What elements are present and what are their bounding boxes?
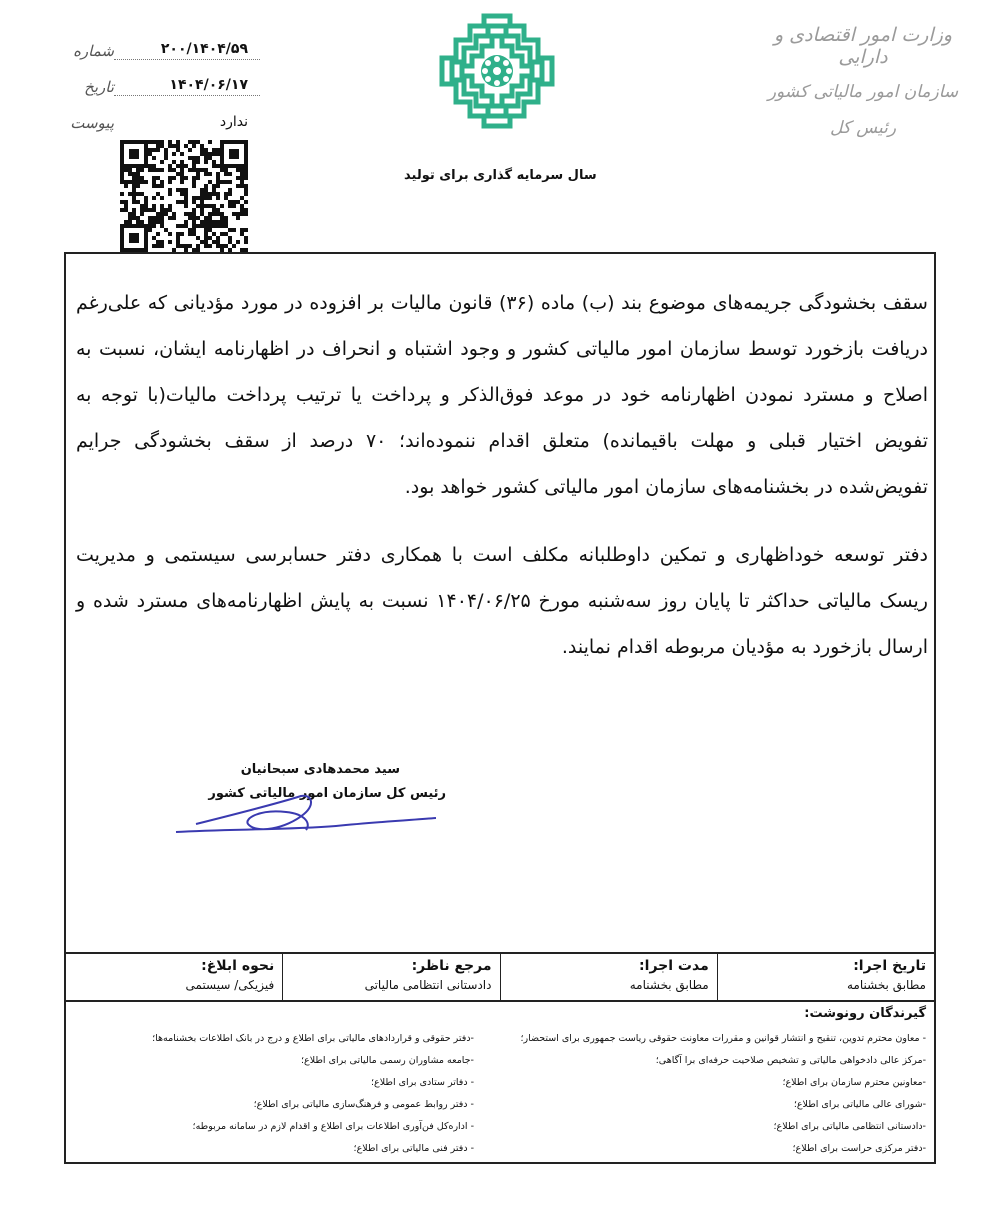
office-name: رئیس کل [829, 118, 897, 138]
letter-date-label: تاریخ [84, 78, 114, 96]
copy-recipients [66, 1002, 934, 1162]
signatory-title: رئیس کل سازمان امور مالیاتی کشور [208, 786, 446, 801]
recipient-item: - اداره‌کل فن‌آوری اطلاعات برای اطلاع و اقدام لازم در سامانه مربوطه؛ [192, 1121, 474, 1132]
letter-number-value: ۲۰۰/۱۴۰۴/۵۹ [114, 41, 260, 60]
body-paragraph-1: سقف بخشودگی جریمه‌های موضوع بند (ب) ماده (۳۶) قانون مالیات بر افزوده در مورد مؤدیانی که علی‌رغم دریافت بازخورد توسط سازمان امور مالیاتی کشور و وجود اشتباه و انحراف در اظهارنامه ایشان، نسبت به اصلاح و مسترد نمودن اظهارنامه خود در موعد فوق‌الذکر و پرداخت یا ترتیب پرداخت مالیات(با توجه به تفویض اختیار قبلی و مهلت باقیمانده) متعلق اقدام ننموده‌اند؛ ۷۰ درصد از سقف بخشودگی جرایم تفویض‌شده در بخشنامه‌های سازمان امور مالیاتی کشور خواهد بود. [76, 292, 928, 498]
letter-date-value: ۱۴۰۴/۰۶/۱۷ [114, 77, 260, 96]
execution-info-row [66, 952, 934, 1002]
execution-date-value: مطابق بخشنامه [846, 978, 926, 992]
execution-period-value: مطابق بخشنامه [629, 978, 709, 992]
recipient-item: -دفتر حقوقی و قراردادهای مالیاتی برای اطلاع و درج در بانک اطلاعات بخشنامه‌ها؛ [152, 1033, 474, 1044]
recipients-column-left [74, 1028, 474, 1160]
notification-method-value: فیزیکی/ سیستمی [185, 978, 275, 992]
ministry-name: وزارت امور اقتصادی و دارایی [773, 24, 953, 68]
supervisor-cell [282, 954, 499, 1000]
supervisor-label: مرجع ناظر: [411, 958, 492, 974]
letter-meta [70, 24, 260, 132]
body-paragraph-2: دفتر توسعه خوداظهاری و تمکین داوطلبانه مکلف است با همکاری دفتر حسابرسی سیستمی و مدیریت ریسک مالیاتی حداکثر تا پایان روز سه‌شنبه مورخ ۱۴۰۴/۰۶/۲۵ نسبت به پایش اظهارنامه‌های مسترد شده و ارسال بازخورد به مؤدیان مربوطه اقدام نمایند. [76, 544, 928, 658]
recipient-item: -مرکز عالی دادخواهی مالیاتی و تشخیص صلاحیت حرفه‌ای برا آگاهی؛ [655, 1055, 926, 1066]
recipient-item: - دفاتر ستادی برای اطلاع؛ [371, 1077, 474, 1088]
recipient-item: -جامعه مشاوران رسمی مالیاتی برای اطلاع؛ [301, 1055, 474, 1066]
recipient-item: -دفتر مرکزی حراست برای اطلاع؛ [792, 1143, 926, 1154]
recipient-item: -دادستانی انتظامی مالیاتی برای اطلاع؛ [773, 1121, 926, 1132]
letter-number-label: شماره [73, 42, 114, 60]
notification-method-label: نحوه ابلاغ: [201, 958, 275, 974]
signatory-name: سید محمدهادی سبحانیان [240, 762, 400, 777]
recipients-heading: گیرندگان رونوشت: [804, 1006, 926, 1021]
organization-name: سازمان امور مالیاتی کشور [767, 82, 959, 102]
execution-date-cell [717, 954, 934, 1000]
attachment-field [70, 96, 260, 132]
attachment-value: ندارد [219, 114, 248, 130]
attachment-label: پیوست [70, 114, 114, 132]
letter-number-field [70, 24, 260, 60]
recipient-item: - معاون محترم تدوین، تنقیح و انتشار قوانین و مقررات معاونت حقوقی ریاست جمهوری برای استحضار؛ [520, 1033, 926, 1044]
tax-organization-logo [438, 12, 556, 130]
letter-date-field [70, 60, 260, 96]
year-slogan: سال سرمایه گذاری برای تولید [404, 168, 597, 183]
ministry-heading [748, 20, 978, 138]
recipient-item: - دفتر فنی مالیاتی برای اطلاع؛ [353, 1143, 474, 1154]
execution-period-label: مدت اجرا: [639, 958, 709, 974]
notification-method-cell [66, 954, 282, 1000]
letter-body [76, 280, 928, 670]
recipient-item: -شورای عالی مالیاتی برای اطلاع؛ [793, 1099, 926, 1110]
supervisor-value: دادستانی انتظامی مالیاتی [364, 978, 492, 992]
signature-block [136, 754, 486, 854]
execution-date-label: تاریخ اجرا: [853, 958, 926, 974]
execution-period-cell [500, 954, 717, 1000]
recipient-item: -معاونین محترم سازمان برای اطلاع؛ [782, 1077, 926, 1088]
handwritten-signature [136, 774, 436, 844]
letter-frame [64, 252, 936, 1164]
qr-code [120, 140, 250, 252]
recipient-item: - دفتر روابط عمومی و فرهنگ‌سازی مالیاتی برای اطلاع؛ [253, 1099, 474, 1110]
recipients-column-right [496, 1028, 926, 1160]
